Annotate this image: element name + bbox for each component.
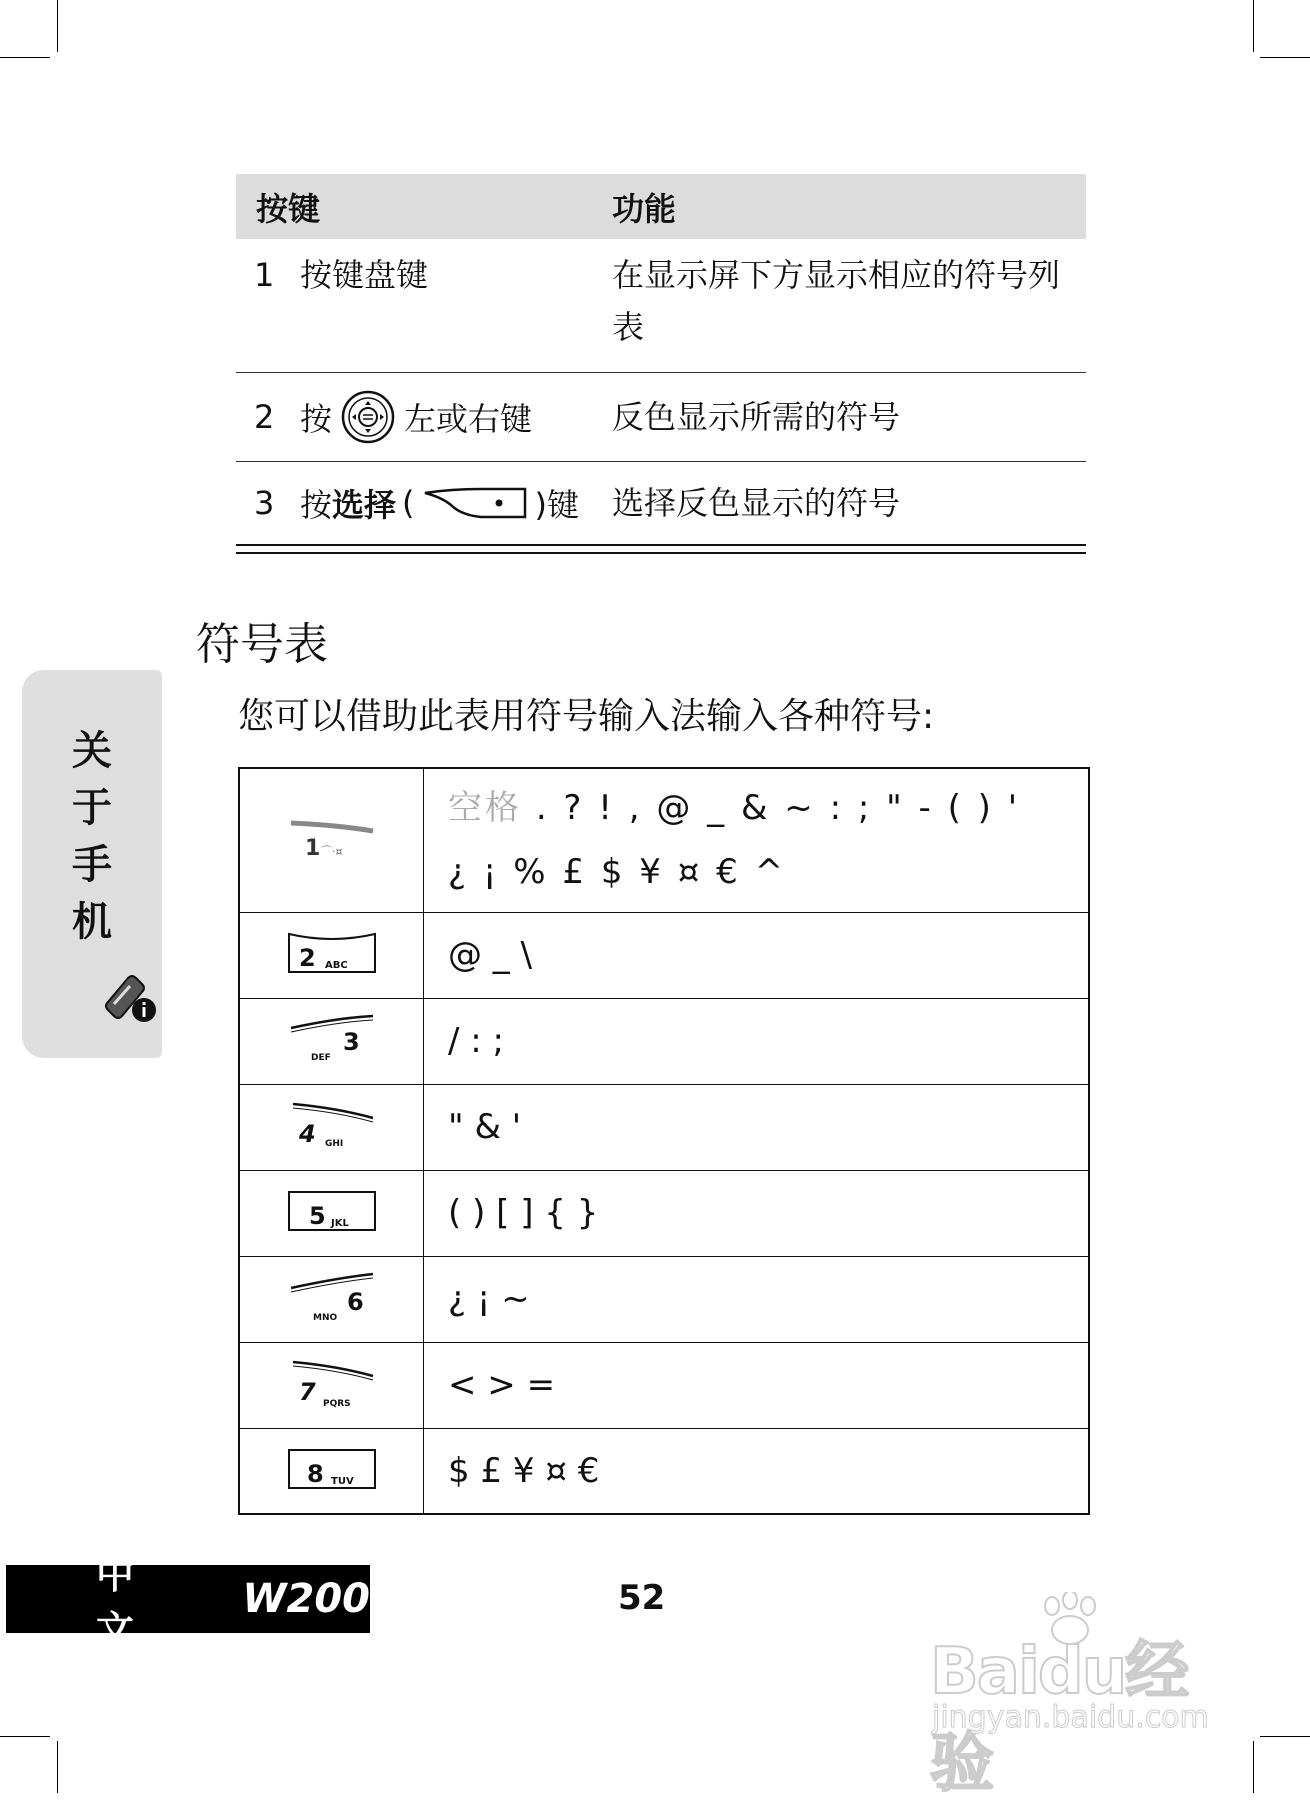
baidu-watermark bbox=[930, 1600, 1230, 1801]
table-row bbox=[236, 239, 1086, 373]
footer-model-badge bbox=[6, 1553, 370, 1652]
symbol-line-1 bbox=[448, 776, 1088, 840]
paren-close: )键 bbox=[534, 486, 580, 524]
step-number: 1 bbox=[254, 256, 275, 294]
symbol-cell: ¿ ¡ ~ bbox=[424, 1256, 1090, 1342]
key-7-icon bbox=[277, 1358, 387, 1408]
key-6-icon bbox=[277, 1272, 387, 1322]
svg-text:DEF: DEF bbox=[310, 1053, 331, 1063]
symbol-table bbox=[238, 767, 1090, 1515]
svg-text:4: 4 bbox=[298, 1120, 316, 1148]
svg-text:3: 3 bbox=[342, 1028, 360, 1056]
key-cell bbox=[239, 1256, 424, 1342]
svg-text:2: 2 bbox=[298, 944, 316, 972]
symbol-line-2: ¿ ¡ % £ $ ¥ ¤ € ^ bbox=[448, 852, 787, 893]
key-8-icon bbox=[277, 1444, 387, 1494]
navigation-key-icon bbox=[340, 389, 396, 445]
function-text: 反色显示所需的符号 bbox=[612, 398, 901, 436]
key-4-icon bbox=[277, 1100, 387, 1150]
symbol-cell: / : ; bbox=[424, 998, 1090, 1084]
svg-text:6: 6 bbox=[346, 1288, 364, 1316]
svg-text:TUV: TUV bbox=[330, 1475, 354, 1487]
table-header bbox=[236, 174, 1086, 239]
table-row bbox=[236, 462, 1086, 544]
symbol-cell bbox=[424, 768, 1090, 912]
action-cell bbox=[236, 389, 612, 445]
key-cell bbox=[239, 1170, 424, 1256]
crop-mark bbox=[0, 1736, 50, 1737]
symbol-cell: < > = bbox=[424, 1342, 1090, 1428]
svg-text:7: 7 bbox=[298, 1378, 316, 1406]
svg-text:PQRS: PQRS bbox=[322, 1399, 351, 1408]
section-title: 符号表 bbox=[196, 619, 328, 670]
table-row bbox=[239, 912, 1089, 998]
svg-text:⌒·¤: ⌒·¤ bbox=[320, 845, 342, 859]
key-cell bbox=[239, 1084, 424, 1170]
table-row bbox=[239, 998, 1089, 1084]
key-cell bbox=[239, 1428, 424, 1514]
watermark-brand: Baidu经验 bbox=[930, 1635, 1188, 1801]
function-text: 选择反色显示的符号 bbox=[612, 484, 901, 522]
key-1-icon bbox=[277, 813, 387, 863]
crop-mark bbox=[1260, 57, 1310, 58]
intro-text: 您可以借助此表用符号输入法输入各种符号: bbox=[238, 696, 935, 737]
crop-mark bbox=[1260, 1736, 1310, 1737]
key-instruction-table bbox=[236, 174, 1086, 554]
svg-text:MNO: MNO bbox=[312, 1313, 337, 1322]
language-label: 中 文 bbox=[96, 1553, 155, 1652]
svg-text:GHI: GHI bbox=[324, 1139, 343, 1149]
crop-mark bbox=[57, 0, 58, 52]
header-function: 功能 bbox=[612, 189, 677, 228]
table-bottom-rule bbox=[236, 544, 1086, 554]
table-row bbox=[239, 1428, 1089, 1514]
table-row bbox=[239, 768, 1089, 912]
svg-text:JKL: JKL bbox=[330, 1218, 349, 1229]
key-cell bbox=[239, 1342, 424, 1428]
symbol-cell: ( ) [ ] { } bbox=[424, 1170, 1090, 1256]
page-number: 52 bbox=[618, 1578, 666, 1618]
chapter-side-tab bbox=[22, 670, 162, 1058]
table-row bbox=[239, 1084, 1089, 1170]
symbol-cell: " & ' bbox=[424, 1084, 1090, 1170]
table-row bbox=[239, 1170, 1089, 1256]
space-label: 空格 bbox=[448, 788, 522, 829]
action-text: 按键盘键 bbox=[300, 256, 429, 294]
svg-text:ABC: ABC bbox=[324, 960, 348, 971]
watermark-url: jingyan.baidu.com bbox=[932, 1700, 1209, 1735]
crop-mark bbox=[57, 1741, 58, 1793]
key-3-icon bbox=[277, 1014, 387, 1064]
key-5-icon bbox=[277, 1186, 387, 1236]
key-cell bbox=[239, 912, 424, 998]
key-cell bbox=[239, 768, 424, 912]
symbols: . ? ! , @ _ & ~ : ; " - ( ) ' bbox=[535, 788, 1021, 829]
select-label: 选择 bbox=[332, 486, 397, 524]
crop-mark bbox=[1253, 0, 1254, 52]
header-key: 按键 bbox=[256, 189, 321, 228]
key-2-icon bbox=[277, 928, 387, 978]
symbol-cell: $ £ ¥ ¤ € bbox=[424, 1428, 1090, 1514]
svg-text:5: 5 bbox=[308, 1202, 326, 1230]
action-suffix: 左或右键 bbox=[404, 400, 533, 438]
svg-text:8: 8 bbox=[306, 1459, 324, 1488]
action-cell bbox=[236, 480, 612, 526]
table-row bbox=[239, 1342, 1089, 1428]
phone-info-icon bbox=[102, 972, 160, 1026]
symbol-cell: @ _ \ bbox=[424, 912, 1090, 998]
crop-mark bbox=[0, 57, 50, 58]
table-row bbox=[236, 373, 1086, 462]
model-label: W200 bbox=[242, 1576, 370, 1622]
step-number: 3 bbox=[254, 484, 275, 522]
table-row bbox=[239, 1256, 1089, 1342]
action-cell bbox=[236, 249, 612, 372]
svg-text:1: 1 bbox=[304, 836, 320, 862]
right-soft-key-icon bbox=[421, 483, 529, 523]
crop-mark bbox=[1253, 1741, 1254, 1793]
action-prefix: 按 bbox=[300, 400, 333, 438]
function-text: 在显示屏下方显示相应的符号列表 bbox=[612, 256, 1061, 346]
key-cell bbox=[239, 998, 424, 1084]
step-number: 2 bbox=[254, 398, 275, 436]
action-prefix: 按 bbox=[300, 486, 333, 524]
chapter-label: 关 于 手 机 bbox=[72, 727, 112, 945]
paren-open: ( bbox=[402, 484, 415, 522]
